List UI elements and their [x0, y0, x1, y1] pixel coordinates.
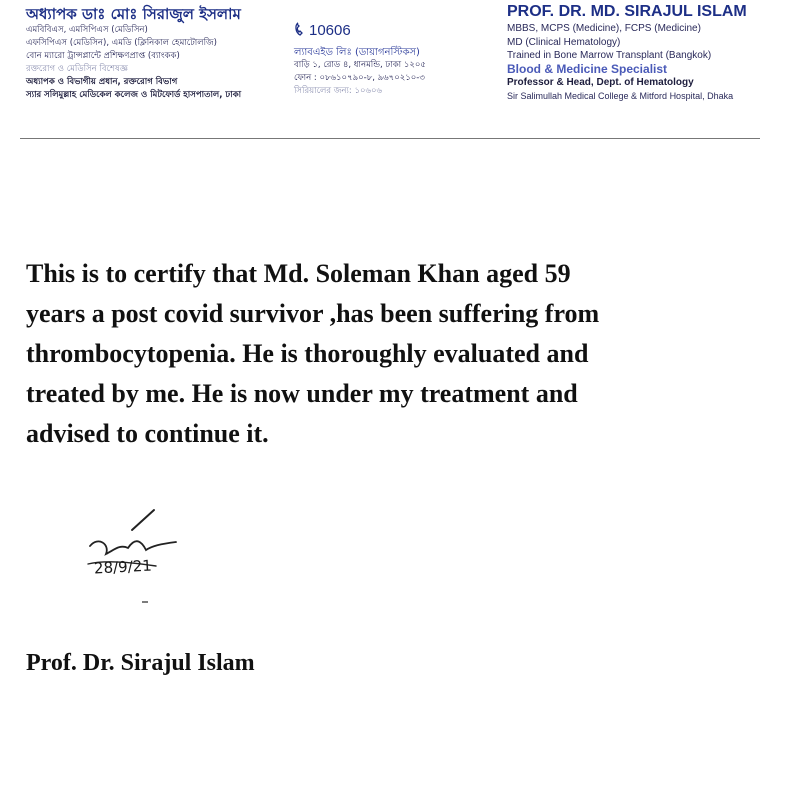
phone-value: 10606	[309, 22, 351, 39]
phone-icon	[294, 22, 308, 36]
letterhead	[0, 0, 800, 140]
position-line-english: Professor & Head, Dept. of Hematology	[507, 77, 694, 88]
doctor-name-bangla: অধ্যাপক ডাঃ মোঃ সিরাজুল ইসলাম	[26, 5, 241, 23]
phone-number	[294, 22, 494, 40]
qualification-line-english: MD (Clinical Hematology)	[507, 36, 621, 48]
letterhead-chamber-block	[294, 22, 494, 98]
qualification-line-english: MBBS, MCPS (Medicine), FCPS (Medicine)	[507, 23, 701, 34]
handwritten-signature	[84, 506, 204, 606]
specialty-line-english: Blood & Medicine Specialist	[507, 61, 668, 76]
chamber-address: বাড়ি ১, রোড ৪, ধানমন্ডি, ঢাকা ১২০৫	[294, 60, 426, 70]
certificate-line: treated by me. He is now under my treatment and	[26, 379, 578, 408]
qualification-line-bangla: এফসিপিএস (মেডিসিন), এমডি (ক্লিনিকাল হেমাটোলজি)	[26, 38, 217, 48]
certificate-line: This is to certify that Md. Soleman Khan aged 59	[26, 259, 571, 288]
qualification-line-bangla: বোন ম্যারো ট্রান্সপ্লান্টে প্রশিক্ষণপ্রাপ্ত (ব্যাংকক)	[26, 51, 180, 61]
chamber-serial: সিরিয়ালের জন্য: ১০৬০৬	[294, 86, 383, 96]
training-line-english: Trained in Bone Marrow Transplant (Bangkok)	[507, 50, 712, 61]
chamber-name: ল্যাবএইড লিঃ (ডায়াগনস্টিকস)	[294, 47, 420, 58]
institution-line-english: Sir Salimullah Medical College & Mitford Hospital, Dhaka	[507, 90, 734, 101]
doctor-name-english: PROF. DR. MD. SIRAJUL ISLAM	[507, 3, 747, 20]
chamber-phone: ফোন : ০৮৬১০৭৯০-৮, ৯৬৭০২১০-৩	[294, 73, 425, 83]
specialty-line-bangla: রক্তরোগ ও মেডিসিন বিশেষজ্ঞ	[26, 64, 128, 74]
signature-date: 28/9/21	[93, 556, 153, 578]
qualification-line-bangla: এমবিবিএস, এমসিপিএস (মেডিসিন)	[26, 25, 148, 35]
signer-name: Prof. Dr. Sirajul Islam	[26, 650, 255, 676]
position-line-bangla: অধ্যাপক ও বিভাগীয় প্রধান, রক্তরোগ বিভাগ	[26, 77, 178, 87]
letterhead-divider	[20, 138, 760, 139]
institution-line-bangla: স্যার সলিমুল্লাহ মেডিকেল কলেজ ও মিটফোর্ড হাসপাতাল, ঢাকা	[26, 90, 242, 100]
certificate-line: advised to continue it.	[26, 419, 269, 448]
letterhead-english-block	[507, 2, 797, 103]
certificate-line: years a post covid survivor ,has been suffering from	[26, 299, 600, 328]
certificate-line: thrombocytopenia. He is thoroughly evaluated and	[26, 339, 589, 368]
letterhead-bangla-block	[26, 4, 291, 102]
certificate-body	[26, 254, 766, 454]
